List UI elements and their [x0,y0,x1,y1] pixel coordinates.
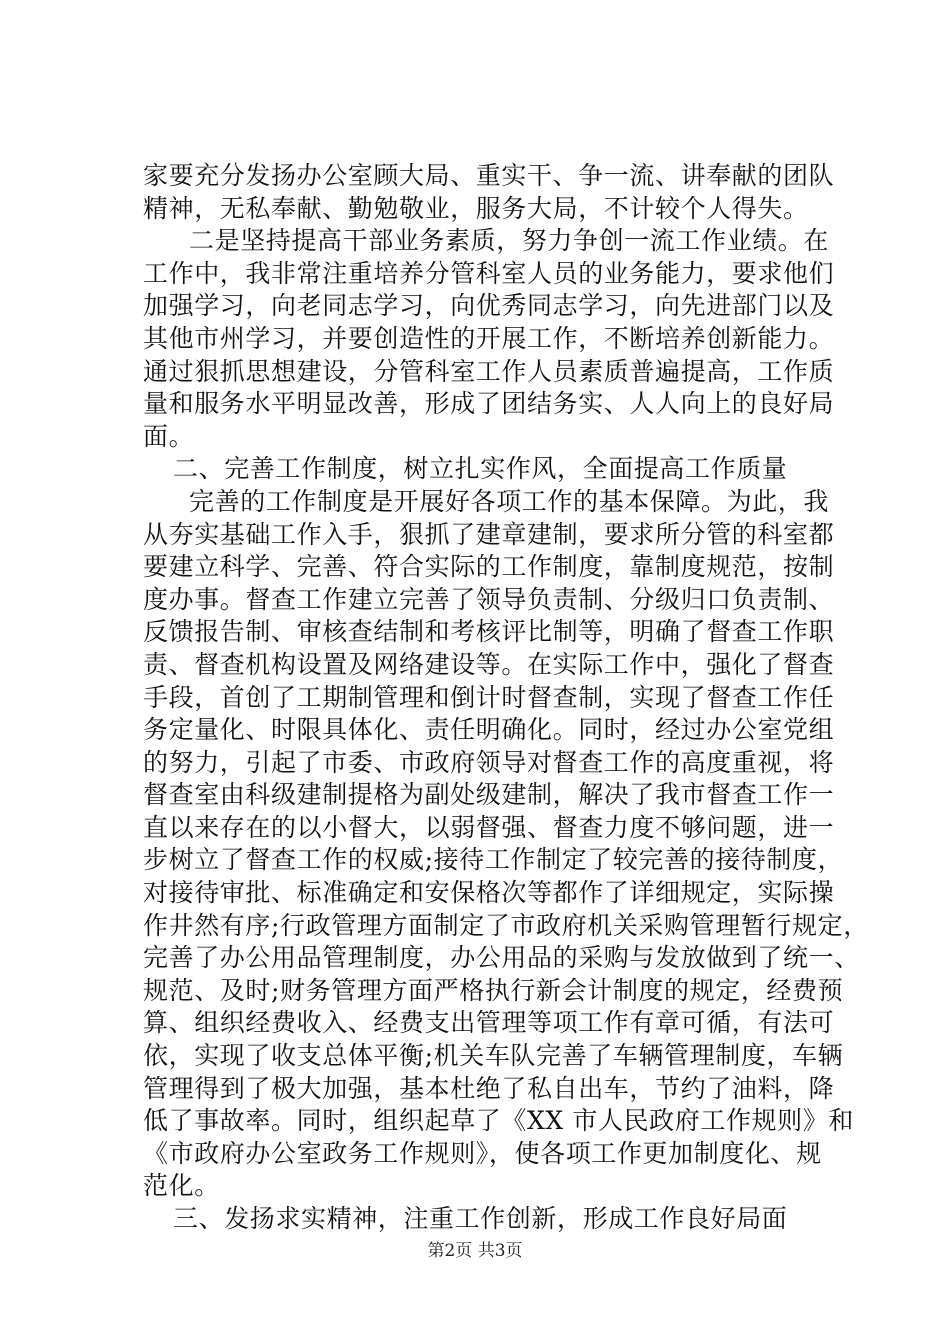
text-line: 对接待审批、标准确定和安保格次等都作了详细规定，实际操 [143,878,835,908]
text-line: 督查室由科级建制提格为副处级建制，解决了我市督查工作一 [143,780,835,810]
text-line: 度办事。督查工作建立完善了领导负责制、分级归口负责制、 [143,584,835,614]
text-line: 反馈报告制、审核查结制和考核评比制等，明确了督查工作职 [143,617,835,647]
text-line: 范化。 [143,1171,220,1201]
text-line: 《市政府办公室政务工作规则》，使各项工作更加制度化、规 [143,1138,822,1168]
text-line: 面。 [143,421,195,451]
text-line: 管理得到了极大加强，基本杜绝了私自出车，节约了油料，降 [143,1073,835,1103]
text-line: 作井然有序;行政管理方面制定了市政府机关采购管理暂行规定， [143,910,869,940]
text-line: 二是坚持提高干部业务素质，努力争创一流工作业绩。在 [189,226,830,256]
text-line: 规范、及时;财务管理方面严格执行新会计制度的规定，经费预 [143,975,844,1005]
document-body [143,160,869,1236]
section-heading: 三、发扬求实精神，注重工作创新，形成工作良好局面 [173,1204,788,1233]
text-line: 要建立科学、完善、符合实际的工作制度，靠制度规范，按制 [143,552,835,582]
text-line: 手段，首创了工期制管理和倒计时督查制，实现了督查工作任 [143,682,835,712]
text-line: 的努力，引起了市委、市政府领导对督查工作的高度重视，将 [143,747,835,777]
text-line: 务定量化、时限具体化、责任明确化。同时，经过办公室党组 [143,715,835,745]
text-line: 完善的工作制度是开展好各项工作的基本保障。为此，我 [189,486,830,516]
text-line: 步树立了督查工作的权威;接待工作制定了较完善的接待制度， [143,845,844,875]
text-line: 精神，无私奉献、勤勉敬业，服务大局，不计较个人得失。 [143,193,809,223]
page-footer: 第2页 共3页 [427,1241,523,1261]
text-line: 其他市州学习，并要创造性的开展工作，不断培养创新能力。 [143,323,835,353]
text-line: 责、督查机构设置及网络建设等。在实际工作中，强化了督查 [143,649,835,679]
text-line: 完善了办公用品管理制度，办公用品的采购与发放做到了统一、 [143,943,860,973]
text-line: 通过狠抓思想建设，分管科室工作人员素质普遍提高，工作质 [143,356,835,386]
text-line: 从夯实基础工作入手，狠抓了建章建制，要求所分管的科室都 [143,519,835,549]
text-line: 工作中，我非常注重培养分管科室人员的业务能力，要求他们 [143,258,835,288]
text-line: 家要充分发扬办公室顾大局、重实干、争一流、讲奉献的团队 [143,161,835,190]
text-line: 量和服务水平明显改善，形成了团结务实、人人向上的良好局 [143,389,835,419]
text-line: 低了事故率。同时，组织起草了《XX 市人民政府工作规则》和 [143,1106,854,1136]
text-line: 加强学习，向老同志学习，向优秀同志学习，向先进部门以及 [143,291,835,321]
section-heading: 二、完善工作制度，树立扎实作风，全面提高工作质量 [173,454,788,484]
text-line: 直以来存在的以小督大，以弱督强、督查力度不够问题，进一 [143,812,835,842]
text-line: 依，实现了收支总体平衡;机关车队完善了车辆管理制度，车辆 [143,1041,844,1071]
text-line: 算、组织经费收入、经费支出管理等项工作有章可循，有法可 [143,1008,835,1038]
